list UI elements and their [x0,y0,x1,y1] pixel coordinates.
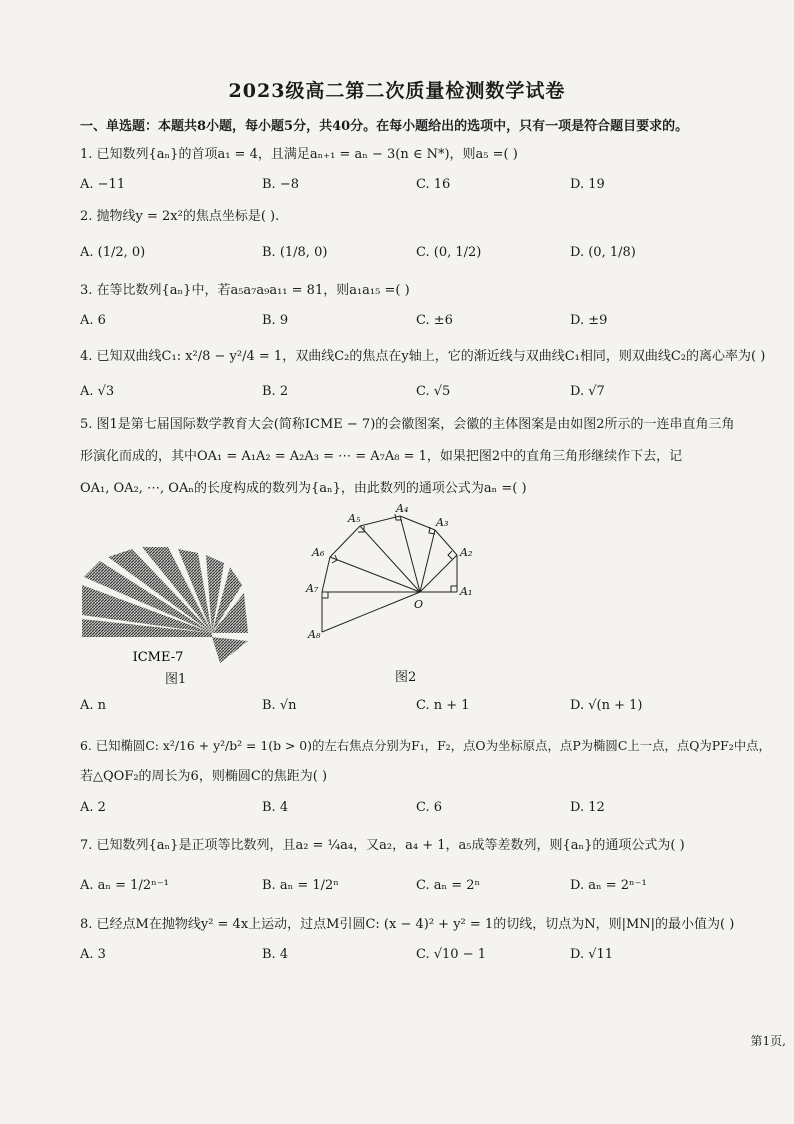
question-7-options [80,878,720,898]
question-5-line-3: OA₁, OA₂, ⋯, OAₙ的长度构成的数列为{aₙ}，由此数列的通项公式为aₙ =( ) [80,481,527,496]
option-d: D. ±9 [570,313,608,328]
option-d: D. √7 [570,384,605,399]
figure-1-caption: 图1 [165,672,187,687]
option-b: B. 4 [262,947,289,962]
label-o: O [414,598,424,611]
spiral-lines [322,514,457,632]
option-b: B. −8 [262,177,299,192]
question-2-options [80,245,720,265]
question-3: 3. 在等比数列{aₙ}中，若a₅a₇a₉a₁₁ = 81，则a₁a₁₅ =( ) [80,283,410,298]
option-a: A. 6 [80,313,106,328]
question-2: 2. 抛物线y = 2x²的焦点坐标是( ). [80,209,280,224]
option-b: B. aₙ = 1/2ⁿ [262,878,339,893]
option-a: A. −11 [80,177,126,192]
option-c: C. (0, 1/2) [416,245,482,260]
option-c: C. 16 [416,177,451,192]
question-5-line-2: 形演化而成的，其中OA₁ = A₁A₂ = A₂A₃ = ⋯ = A₇A₈ = 1，如果把图2中的直角三角形继续作下去，记 [80,449,683,464]
option-b: B. 2 [262,384,289,399]
option-b: B. √n [262,698,297,713]
triangle-spiral-figure [300,500,490,650]
question-1-options [80,177,720,197]
question-7: 7. 已知数列{aₙ}是正项等比数列，且a₂ = ¼a₄，又a₂，a₄ + 1，a₅成等差数列，则{aₙ}的通项公式为( ) [80,838,685,853]
question-4-options [80,384,720,404]
option-a: A. aₙ = 1/2ⁿ⁻¹ [80,878,169,893]
option-c: C. ±6 [416,313,453,328]
option-a: A. (1/2, 0) [80,245,146,260]
label-a2: A₂ [460,546,473,559]
option-a: A. √3 [80,384,115,399]
option-c: C. √5 [416,384,451,399]
label-a5: A₅ [348,512,361,525]
option-a: A. 3 [80,947,106,962]
icme-spiral-wedges [82,547,248,663]
option-a: A. 2 [80,800,106,815]
question-6-line-2: 若△QOF₂的周长为6，则椭圆C的焦距为( ) [80,769,328,784]
option-b: B. 4 [262,800,289,815]
option-d: D. √(n + 1) [570,698,643,713]
option-d: D. √11 [570,947,614,962]
option-b: B. (1/8, 0) [262,245,328,260]
icme-logo-figure [80,545,250,665]
question-3-options [80,313,720,333]
label-a6: A₆ [312,546,325,559]
option-c: C. n + 1 [416,698,470,713]
option-c: C. 6 [416,800,443,815]
question-4: 4. 已知双曲线C₁: x²/8 − y²/4 = 1，双曲线C₂的焦点在y轴上，它的渐近线与双曲线C₁相同，则双曲线C₂的离心率为( ) [80,349,766,364]
option-b: B. 9 [262,313,289,328]
question-5-line-1: 5. 图1是第七届国际数学教育大会(简称ICME − 7)的会徽图案，会徽的主体图案是由如图2所示的一连串直角三角 [80,417,735,432]
icme-logo-text: ICME-7 [132,650,184,665]
option-c: C. √10 − 1 [416,947,487,962]
option-c: C. aₙ = 2ⁿ [416,878,481,893]
question-8-options [80,947,720,967]
label-a1: A₁ [460,585,473,598]
label-a7: A₇ [306,582,319,595]
figure-2-caption: 图2 [395,670,417,685]
question-6-line-1: 6. 已知椭圆C: x²/16 + y²/b² = 1(b > 0)的左右焦点分别为F₁，F₂，点O为坐标原点，点P为椭圆C上一点，点Q为PF₂中点， [80,738,771,753]
question-8: 8. 已经点M在抛物线y² = 4x上运动，过点M引圆C: (x − 4)² + y² = 1的切线，切点为N，则|MN|的最小值为( ) [80,917,735,932]
option-d: D. aₙ = 2ⁿ⁻¹ [570,878,647,893]
label-a8: A₈ [308,628,321,641]
page-title: 2023级高二第二次质量检测数学试卷 [228,80,566,102]
option-d: D. 19 [570,177,605,192]
label-a3: A₃ [436,516,449,529]
label-a4: A₄ [396,502,409,515]
page-number: 第1页, [750,1034,786,1048]
question-6-options [80,800,720,820]
question-1: 1. 已知数列{aₙ}的首项a₁ = 4，且满足aₙ₊₁ = aₙ − 3(n ∈ N*)，则a₅ =( ) [80,147,518,162]
question-5-options [80,698,720,718]
option-d: D. 12 [570,800,605,815]
option-d: D. (0, 1/8) [570,245,636,260]
option-a: A. n [80,698,107,713]
section-header: 一、单选题：本题共8小题，每小题5分，共40分。在每小题给出的选项中，只有一项是符合题目要求的。 [80,119,689,134]
